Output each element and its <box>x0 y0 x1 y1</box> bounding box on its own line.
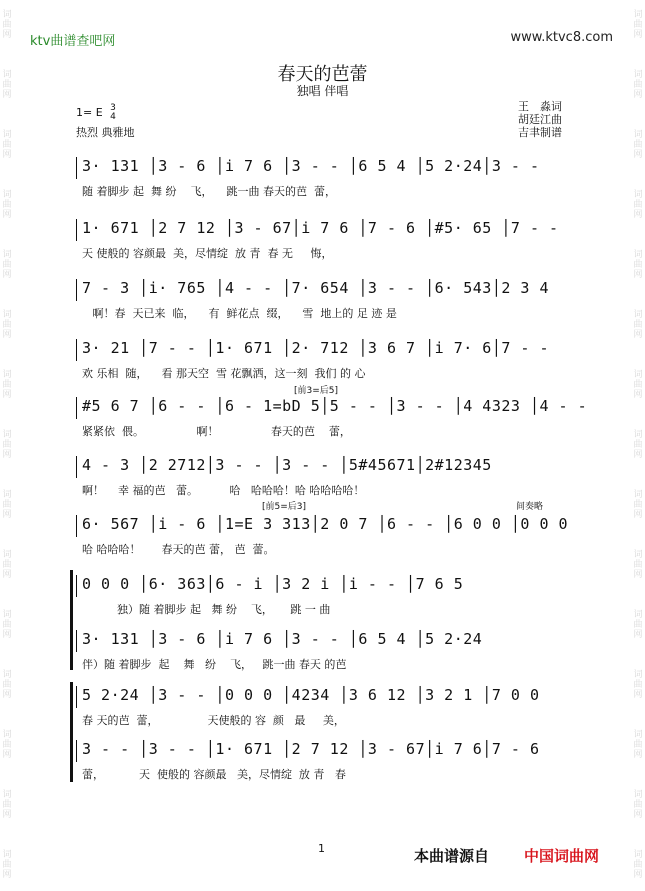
lyric-line: 天 使般的 容颜最 美，尽情绽 放 青 春 无 悔， <box>82 247 333 260</box>
lyric-line: 紧紧依 偎。 啊！ 春天的芭 蕾， <box>82 425 351 438</box>
watermark-text: 词曲网 <box>633 730 643 760</box>
page-number: 1 <box>318 842 325 855</box>
lyric-line: 哈 哈哈哈！ 春天的芭 蕾， 芭 蕾。 <box>82 543 275 556</box>
notation-line: 3 - - │3 - - │1· 671 │2 7 12 │3 - 67│i 7 6│7 - 6 <box>82 740 540 758</box>
watermark-text: 词曲网 <box>633 670 643 700</box>
header-right-link[interactable]: www.ktvc8.com <box>510 30 613 45</box>
time-signature-top: 3 <box>110 103 116 113</box>
watermark-text: 词曲网 <box>633 550 643 580</box>
notation-line: 7 - 3 │i· 765 │4 - - │7· 654 │3 - - │6· 543│2 3 4 <box>82 279 550 297</box>
notation-line: 0 0 0 │6· 363│6 - i │3 2 i │i - - │7 6 5 <box>82 575 464 593</box>
barline <box>76 456 77 478</box>
watermark-text: 词曲网 <box>2 310 12 340</box>
watermark-text: 词曲网 <box>633 130 643 160</box>
watermark-text: 词曲网 <box>2 550 12 580</box>
score-system <box>76 386 588 447</box>
notation-line: #5 6 7 │6 - - │6 - 1=bD 5│5 - - │3 - - │4 4323 │4 - - <box>82 397 588 415</box>
score-system <box>76 502 569 565</box>
watermark-text: 词曲网 <box>2 250 12 280</box>
watermark-text: 词曲网 <box>2 670 12 700</box>
notation-line: 1· 671 │2 7 12 │3 - 67│i 7 6 │7 - 6 │#5· 65 │7 - - <box>82 219 559 237</box>
lyric-line: 啊！ 幸 福的芭 蕾。 哈 哈哈哈！哈 哈哈哈哈！ <box>82 484 365 497</box>
key-line: 1= E <box>76 106 103 119</box>
lyric-line: 蕾， 天 使般的 容颜最 美，尽情绽 放 青 春 <box>82 768 346 781</box>
notation-line: 3· 21 │7 - - │1· 671 │2· 712 │3 6 7 │i 7· 6│7 - - <box>82 339 550 357</box>
source-label: 本曲谱源自 <box>414 847 490 865</box>
lyric-line: 欢 乐相 随， 看 那天空 雪 花飘洒，这一刻 我们 的 心 <box>82 367 366 380</box>
score-system <box>76 740 569 790</box>
watermark-text: 词曲网 <box>2 490 12 520</box>
key-signature <box>76 104 116 122</box>
lyric-line: 独）随 着脚步 起 舞 纷 飞， 跳 一 曲 <box>82 603 331 616</box>
notation-line: 4 - 3 │2 2712│3 - - │3 - - │5#45671│2#12345 <box>82 456 492 474</box>
barline <box>76 339 77 361</box>
watermark-text: 词曲网 <box>2 790 12 820</box>
source-site[interactable]: 中国词曲网 <box>524 847 600 865</box>
watermark-text: 词曲网 <box>2 370 12 400</box>
watermark-text: 词曲网 <box>633 430 643 460</box>
score-system <box>76 279 569 329</box>
watermark-text: 词曲网 <box>2 190 12 220</box>
watermark-text: 词曲网 <box>633 790 643 820</box>
watermark-text: 词曲网 <box>633 610 643 640</box>
notation-line: 3· 131 │3 - 6 │i 7 6 │3 - - │6 5 4 │5 2·24 <box>82 630 483 648</box>
notation-line: 5 2·24 │3 - - │0 0 0 │4234 │3 6 12 │3 2 1 │7 0 0 <box>82 686 540 704</box>
watermark-text: 词曲网 <box>2 730 12 760</box>
watermark-right <box>631 0 645 891</box>
watermark-text: 词曲网 <box>633 370 643 400</box>
lyric-line: 啊！春 天已来 临， 有 鲜花点 缀， 雪 地上的 足 迹 是 <box>82 307 397 320</box>
score-system <box>76 157 569 207</box>
barline <box>76 397 77 419</box>
lyric-line: 伴）随 着脚步 起 舞 纷 飞， 跳一曲 春天 的芭 <box>82 658 347 671</box>
score-system <box>76 219 569 269</box>
notation-line: 3· 131 │3 - 6 │i 7 6 │3 - - │6 5 4 │5 2·24│3 - - <box>82 157 540 175</box>
watermark-text: 词曲网 <box>2 130 12 160</box>
system-brace <box>70 570 77 670</box>
song-title: 春天的芭蕾 <box>277 64 368 85</box>
score-system <box>76 456 569 506</box>
watermark-text: 词曲网 <box>633 10 643 40</box>
score-annotation: 间奏略 <box>516 502 544 512</box>
watermark-text: 词曲网 <box>633 250 643 280</box>
lyric-line: 春 天的芭 蕾， 天使般的 容 颜 最 美， <box>82 714 345 727</box>
song-subtitle: 独唱 伴唱 <box>296 84 349 98</box>
score-system <box>76 575 569 625</box>
watermark-text: 词曲网 <box>2 850 12 880</box>
watermark-text: 词曲网 <box>2 610 12 640</box>
tempo-marking: 热烈 典雅地 <box>76 126 135 139</box>
barline <box>76 219 77 241</box>
watermark-text: 词曲网 <box>2 10 12 40</box>
watermark-text: 词曲网 <box>633 190 643 220</box>
notation-line: 6· 567 │i - 6 │1=E 3 313│2 0 7 │6 - - │6 0 0 │0 0 0 <box>82 515 569 533</box>
lyricist-credit: 王 淼词 <box>518 100 562 113</box>
watermark-left <box>0 0 14 891</box>
watermark-text: 词曲网 <box>633 490 643 520</box>
score-annotation: [前3=后5] <box>294 386 339 396</box>
score-system <box>76 686 569 736</box>
composer-credit: 胡廷江曲 <box>518 113 562 126</box>
watermark-text: 词曲网 <box>2 430 12 460</box>
score-system <box>76 339 569 389</box>
lyric-line: 随 着脚步 起 舞 纷 飞， 跳一曲 春天的芭 蕾， <box>82 185 336 198</box>
time-signature <box>110 104 116 122</box>
barline <box>76 279 77 301</box>
barline <box>76 157 77 179</box>
time-signature-bottom: 4 <box>110 112 116 122</box>
watermark-text: 词曲网 <box>2 70 12 100</box>
system-brace <box>70 682 77 782</box>
watermark-text: 词曲网 <box>633 70 643 100</box>
barline <box>76 515 77 537</box>
credits <box>518 100 562 139</box>
score-annotation: [前5=后3] <box>262 502 307 512</box>
arranger-credit: 吉聿制谱 <box>518 126 562 139</box>
header-left-link[interactable]: ktv曲谱查吧网 <box>30 34 116 49</box>
watermark-text: 词曲网 <box>633 310 643 340</box>
watermark-text: 词曲网 <box>633 850 643 880</box>
score-system <box>76 630 569 680</box>
